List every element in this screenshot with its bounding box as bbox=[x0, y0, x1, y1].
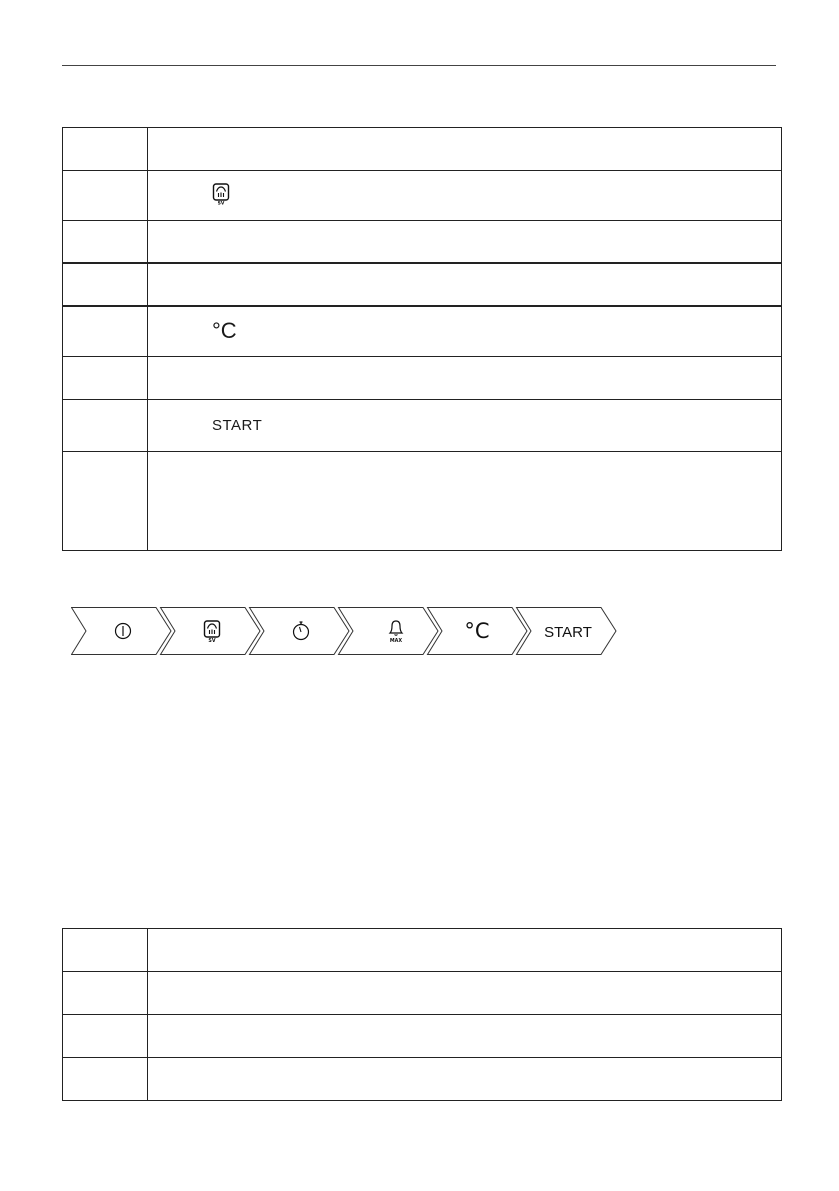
flow-step-label: MAX bbox=[389, 639, 403, 644]
step-number bbox=[63, 263, 148, 306]
step-number bbox=[63, 929, 148, 972]
table-row bbox=[63, 357, 782, 400]
step-number bbox=[63, 400, 148, 452]
table-row bbox=[63, 306, 782, 357]
flow-step-1-shape bbox=[72, 608, 172, 655]
table-row bbox=[63, 1015, 782, 1058]
timer-icon bbox=[294, 622, 309, 640]
step-description bbox=[148, 128, 782, 171]
step-number bbox=[63, 357, 148, 400]
header-rule bbox=[62, 65, 776, 66]
bell-max-icon bbox=[390, 621, 402, 644]
start-label: START bbox=[544, 624, 592, 641]
flow-step-2-shape bbox=[161, 608, 261, 655]
step-description bbox=[148, 452, 782, 551]
step-description bbox=[148, 1015, 782, 1058]
step-description bbox=[148, 972, 782, 1015]
svg-text:SV: SV bbox=[217, 201, 225, 205]
steam-sv-icon bbox=[205, 621, 220, 644]
step-number bbox=[63, 1015, 148, 1058]
table-row bbox=[63, 171, 782, 221]
step-number bbox=[63, 1058, 148, 1101]
step-description bbox=[148, 263, 782, 306]
step-description bbox=[148, 221, 782, 263]
step-description bbox=[148, 400, 782, 452]
step-description bbox=[148, 1058, 782, 1101]
celsius-symbol: °C bbox=[212, 318, 237, 344]
step-number bbox=[63, 306, 148, 357]
table-row bbox=[63, 221, 782, 263]
steam-sv-icon bbox=[212, 183, 230, 209]
step-number bbox=[63, 171, 148, 221]
table-row bbox=[63, 128, 782, 171]
flow-step-3-shape bbox=[250, 608, 350, 655]
step-number bbox=[63, 452, 148, 551]
table-row bbox=[63, 400, 782, 452]
table-row bbox=[63, 929, 782, 972]
step-description bbox=[148, 171, 782, 221]
step-description bbox=[148, 306, 782, 357]
table-row bbox=[63, 263, 782, 306]
celsius-symbol: °C bbox=[464, 619, 490, 643]
step-number bbox=[63, 128, 148, 171]
table-row bbox=[63, 452, 782, 551]
flow-step-label: SV bbox=[208, 639, 216, 644]
step-number bbox=[63, 221, 148, 263]
step-number bbox=[63, 972, 148, 1015]
step-description bbox=[148, 357, 782, 400]
flow-step-4-shape bbox=[339, 608, 439, 655]
start-label: START bbox=[212, 417, 263, 435]
table-row bbox=[63, 1058, 782, 1101]
steps-table-1 bbox=[62, 127, 782, 551]
step-description bbox=[148, 929, 782, 972]
power-icon bbox=[116, 624, 131, 639]
table-row bbox=[63, 972, 782, 1015]
steps-table-2 bbox=[62, 928, 782, 1101]
button-sequence-flow bbox=[71, 606, 631, 656]
